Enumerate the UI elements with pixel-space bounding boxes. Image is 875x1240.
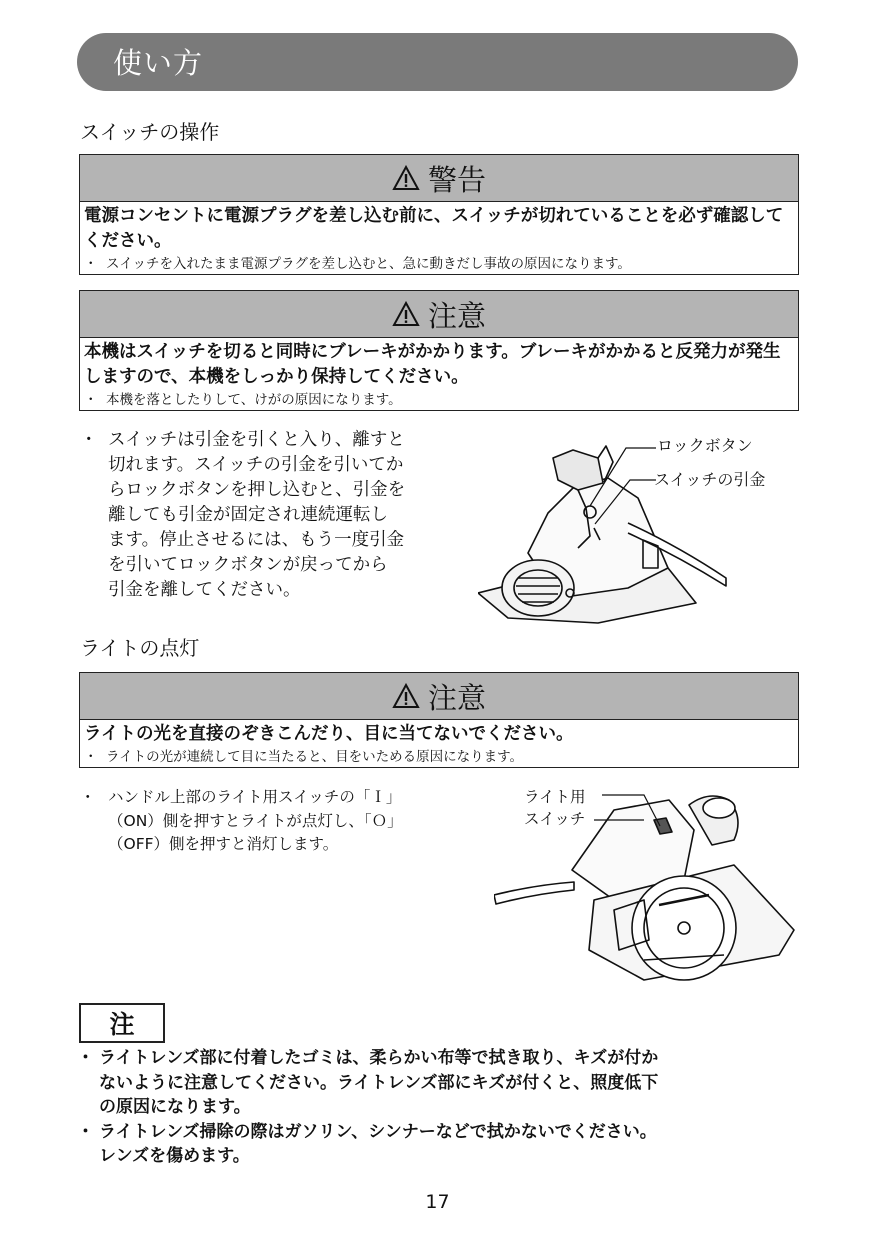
saw-trigger-illustration	[478, 428, 798, 628]
note-item	[77, 1120, 799, 1169]
section-heading-light: ライトの点灯	[80, 636, 200, 660]
warning-box-header	[80, 155, 798, 202]
warning-label: 警告	[427, 162, 486, 197]
warning-triangle-icon	[392, 165, 420, 191]
warning-main-text: 電源コンセントに電源プラグを差し込む前に、スイッチが切れていることを必ず確認してください。	[84, 206, 784, 251]
caution-box-header	[80, 291, 798, 338]
bullet: ・	[84, 749, 98, 765]
caution-note-text: 本機を落としたりして、けがの原因になります。	[106, 392, 402, 408]
warning-triangle-icon	[392, 683, 420, 709]
caution-main-text: ライトの光を直接のぞきこんだり、目に当てないでください。	[84, 724, 574, 744]
warning-note-text: スイッチを入れたまま電源プラグを差し込むと、急に動きだし事故の原因になります。	[106, 256, 631, 272]
switch-instruction	[80, 428, 480, 603]
bullet: ・	[77, 1121, 94, 1142]
warning-triangle-icon	[392, 301, 420, 327]
note-item	[77, 1046, 799, 1120]
callout-light-switch: ライト用 スイッチ	[524, 788, 586, 828]
page-number: 17	[425, 1191, 450, 1213]
note-label: 注	[109, 1010, 135, 1039]
caution-main-text: 本機はスイッチを切ると同時にブレーキがかかります。ブレーキがかかると反発力が発生しますので、本機をしっかり保持してください。	[84, 342, 781, 387]
chapter-header	[77, 33, 798, 91]
bullet: ・	[80, 788, 96, 806]
section-heading-switch: スイッチの操作	[80, 120, 220, 144]
caution-note-text: ライトの光が連続して目に当たると、目をいためる原因になります。	[106, 749, 524, 765]
caution-label: 注意	[427, 298, 486, 333]
note-item-text: ライトレンズ掃除の際はガソリン、シンナーなどで拭かないでください。 レンズを傷めます。	[99, 1121, 657, 1166]
caution-box-header	[80, 673, 798, 720]
bullet: ・	[80, 430, 98, 450]
chapter-title: 使い方	[113, 46, 204, 80]
saw-light-illustration	[494, 790, 799, 982]
callout-trigger: スイッチの引金	[654, 470, 766, 489]
note-list	[77, 1046, 799, 1169]
switch-instruction-text: スイッチは引金を引くと入り、離すと 切れます。スイッチの引金を引いてか らロックボタンを押し込むと、引金を 離しても引金が固定され連続運転し ます。停止させるには、もう一度引金 を引いてロックボタンが戻ってから 引金を離してください。	[108, 430, 406, 600]
light-instruction-text: ハンドル上部のライト用スイッチの「Ｉ」 （ON）側を押すとライトが点灯し、「Ｏ」 （OFF）側を押すと消灯します。	[108, 788, 403, 853]
callout-lock-button: ロックボタン	[657, 436, 753, 455]
warning-box	[79, 154, 799, 275]
note-label-box	[79, 1003, 165, 1043]
caution-box-light	[79, 672, 799, 768]
note-item-text: ライトレンズ部に付着したゴミは、柔らかい布等で拭き取り、キズが付か ないように注意してください。ライトレンズ部にキズが付くと、照度低下 の原因になります。	[99, 1048, 659, 1117]
caution-note	[80, 747, 798, 767]
warning-note	[80, 254, 798, 274]
bullet: ・	[84, 392, 98, 408]
light-instruction	[80, 786, 490, 857]
caution-label: 注意	[427, 680, 486, 715]
bullet: ・	[84, 256, 98, 272]
caution-box-brake	[79, 290, 799, 411]
caution-note	[80, 390, 798, 410]
bullet: ・	[77, 1048, 94, 1068]
